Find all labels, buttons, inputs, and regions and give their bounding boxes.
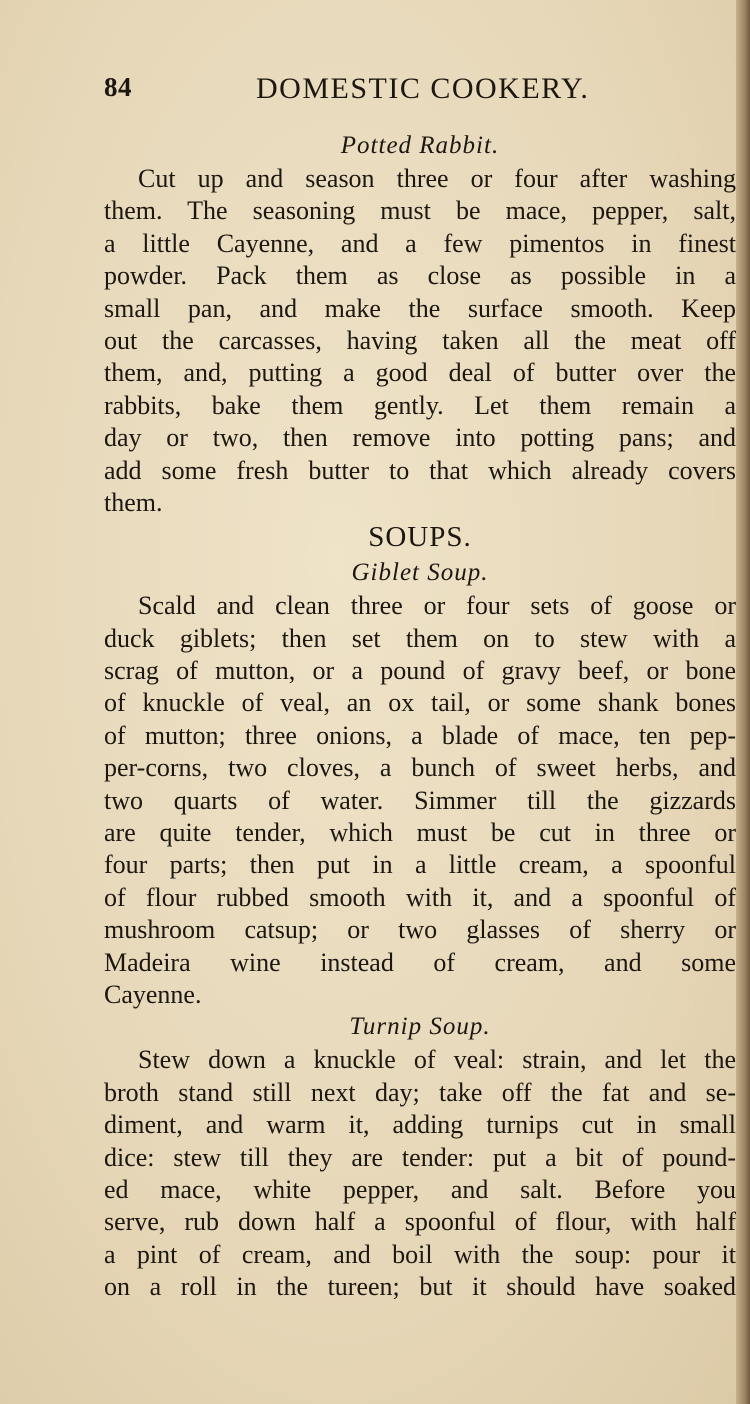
text-line: scrag of mutton, or a pound of gravy beef, or bone: [104, 656, 736, 686]
text-line: a pint of cream, and boil with the soup: pour it: [104, 1239, 736, 1269]
text-line: ed mace, white pepper, and salt. Before you: [104, 1174, 736, 1204]
page-edge: [736, 0, 750, 1404]
text-line: add some fresh butter to that which already covers: [104, 455, 736, 485]
text-line: of flour rubbed smooth with it, and a spoonful of: [104, 882, 736, 912]
text-line: out the carcasses, having taken all the meat off: [104, 325, 736, 355]
text-line: mushroom catsup; or two glasses of sherry or: [104, 915, 736, 945]
running-title: DOMESTIC COOKERY.: [256, 72, 590, 105]
text-line: two quarts of water. Simmer till the gizzards: [104, 785, 736, 815]
text-line: Cayenne.: [104, 979, 202, 1009]
text-line: Stew down a knuckle of veal: strain, and let the: [138, 1045, 736, 1075]
page-header: [104, 72, 724, 112]
text-line: Cut up and season three or four after washing: [138, 164, 736, 193]
recipe-title-giblet-soup: Giblet Soup.: [351, 559, 489, 587]
section-title-soups: SOUPS.: [368, 521, 472, 554]
recipe-title-potted-rabbit: Potted Rabbit.: [340, 132, 500, 159]
text-line: duck giblets; then set them on to stew with a: [104, 623, 736, 653]
text-line: them. The seasoning must be mace, pepper, salt,: [104, 196, 736, 226]
page-number: 84: [104, 72, 132, 102]
text-line: broth stand still next day; take off the fat and se-: [104, 1077, 736, 1107]
text-line: on a roll in the tureen; but it should have soaked: [104, 1272, 736, 1302]
text-line: are quite tender, which must be cut in three or: [104, 818, 736, 848]
text-line: them, and, putting a good deal of butter over the: [104, 358, 736, 388]
text-line: four parts; then put in a little cream, a spoonful: [104, 850, 736, 880]
text-line: rabbits, bake them gently. Let them remain a: [104, 390, 736, 420]
text-line: per-corns, two cloves, a bunch of sweet herbs, and: [104, 753, 736, 783]
text-line: day or two, then remove into potting pans; and: [104, 423, 736, 453]
text-line: of knuckle of veal, an ox tail, or some shank bones: [104, 688, 736, 718]
recipe-title-turnip-soup: Turnip Soup.: [349, 1013, 491, 1041]
text-line: small pan, and make the surface smooth. Keep: [104, 293, 736, 323]
text-line: dice: stew till they are tender: put a bit of pound-: [104, 1142, 736, 1172]
page-text: [104, 130, 736, 1304]
text-line: serve, rub down half a spoonful of flour, with half: [104, 1207, 736, 1237]
text-line: Madeira wine instead of cream, and some: [104, 947, 736, 977]
text-line: powder. Pack them as close as possible in a: [104, 261, 736, 291]
text-line: Scald and clean three or four sets of goose or: [138, 591, 736, 621]
text-line: a little Cayenne, and a few pimentos in finest: [104, 228, 736, 258]
text-line: of mutton; three onions, a blade of mace, ten pep-: [104, 720, 736, 750]
text-line: them.: [104, 487, 163, 517]
text-line: diment, and warm it, adding turnips cut in small: [104, 1110, 736, 1140]
